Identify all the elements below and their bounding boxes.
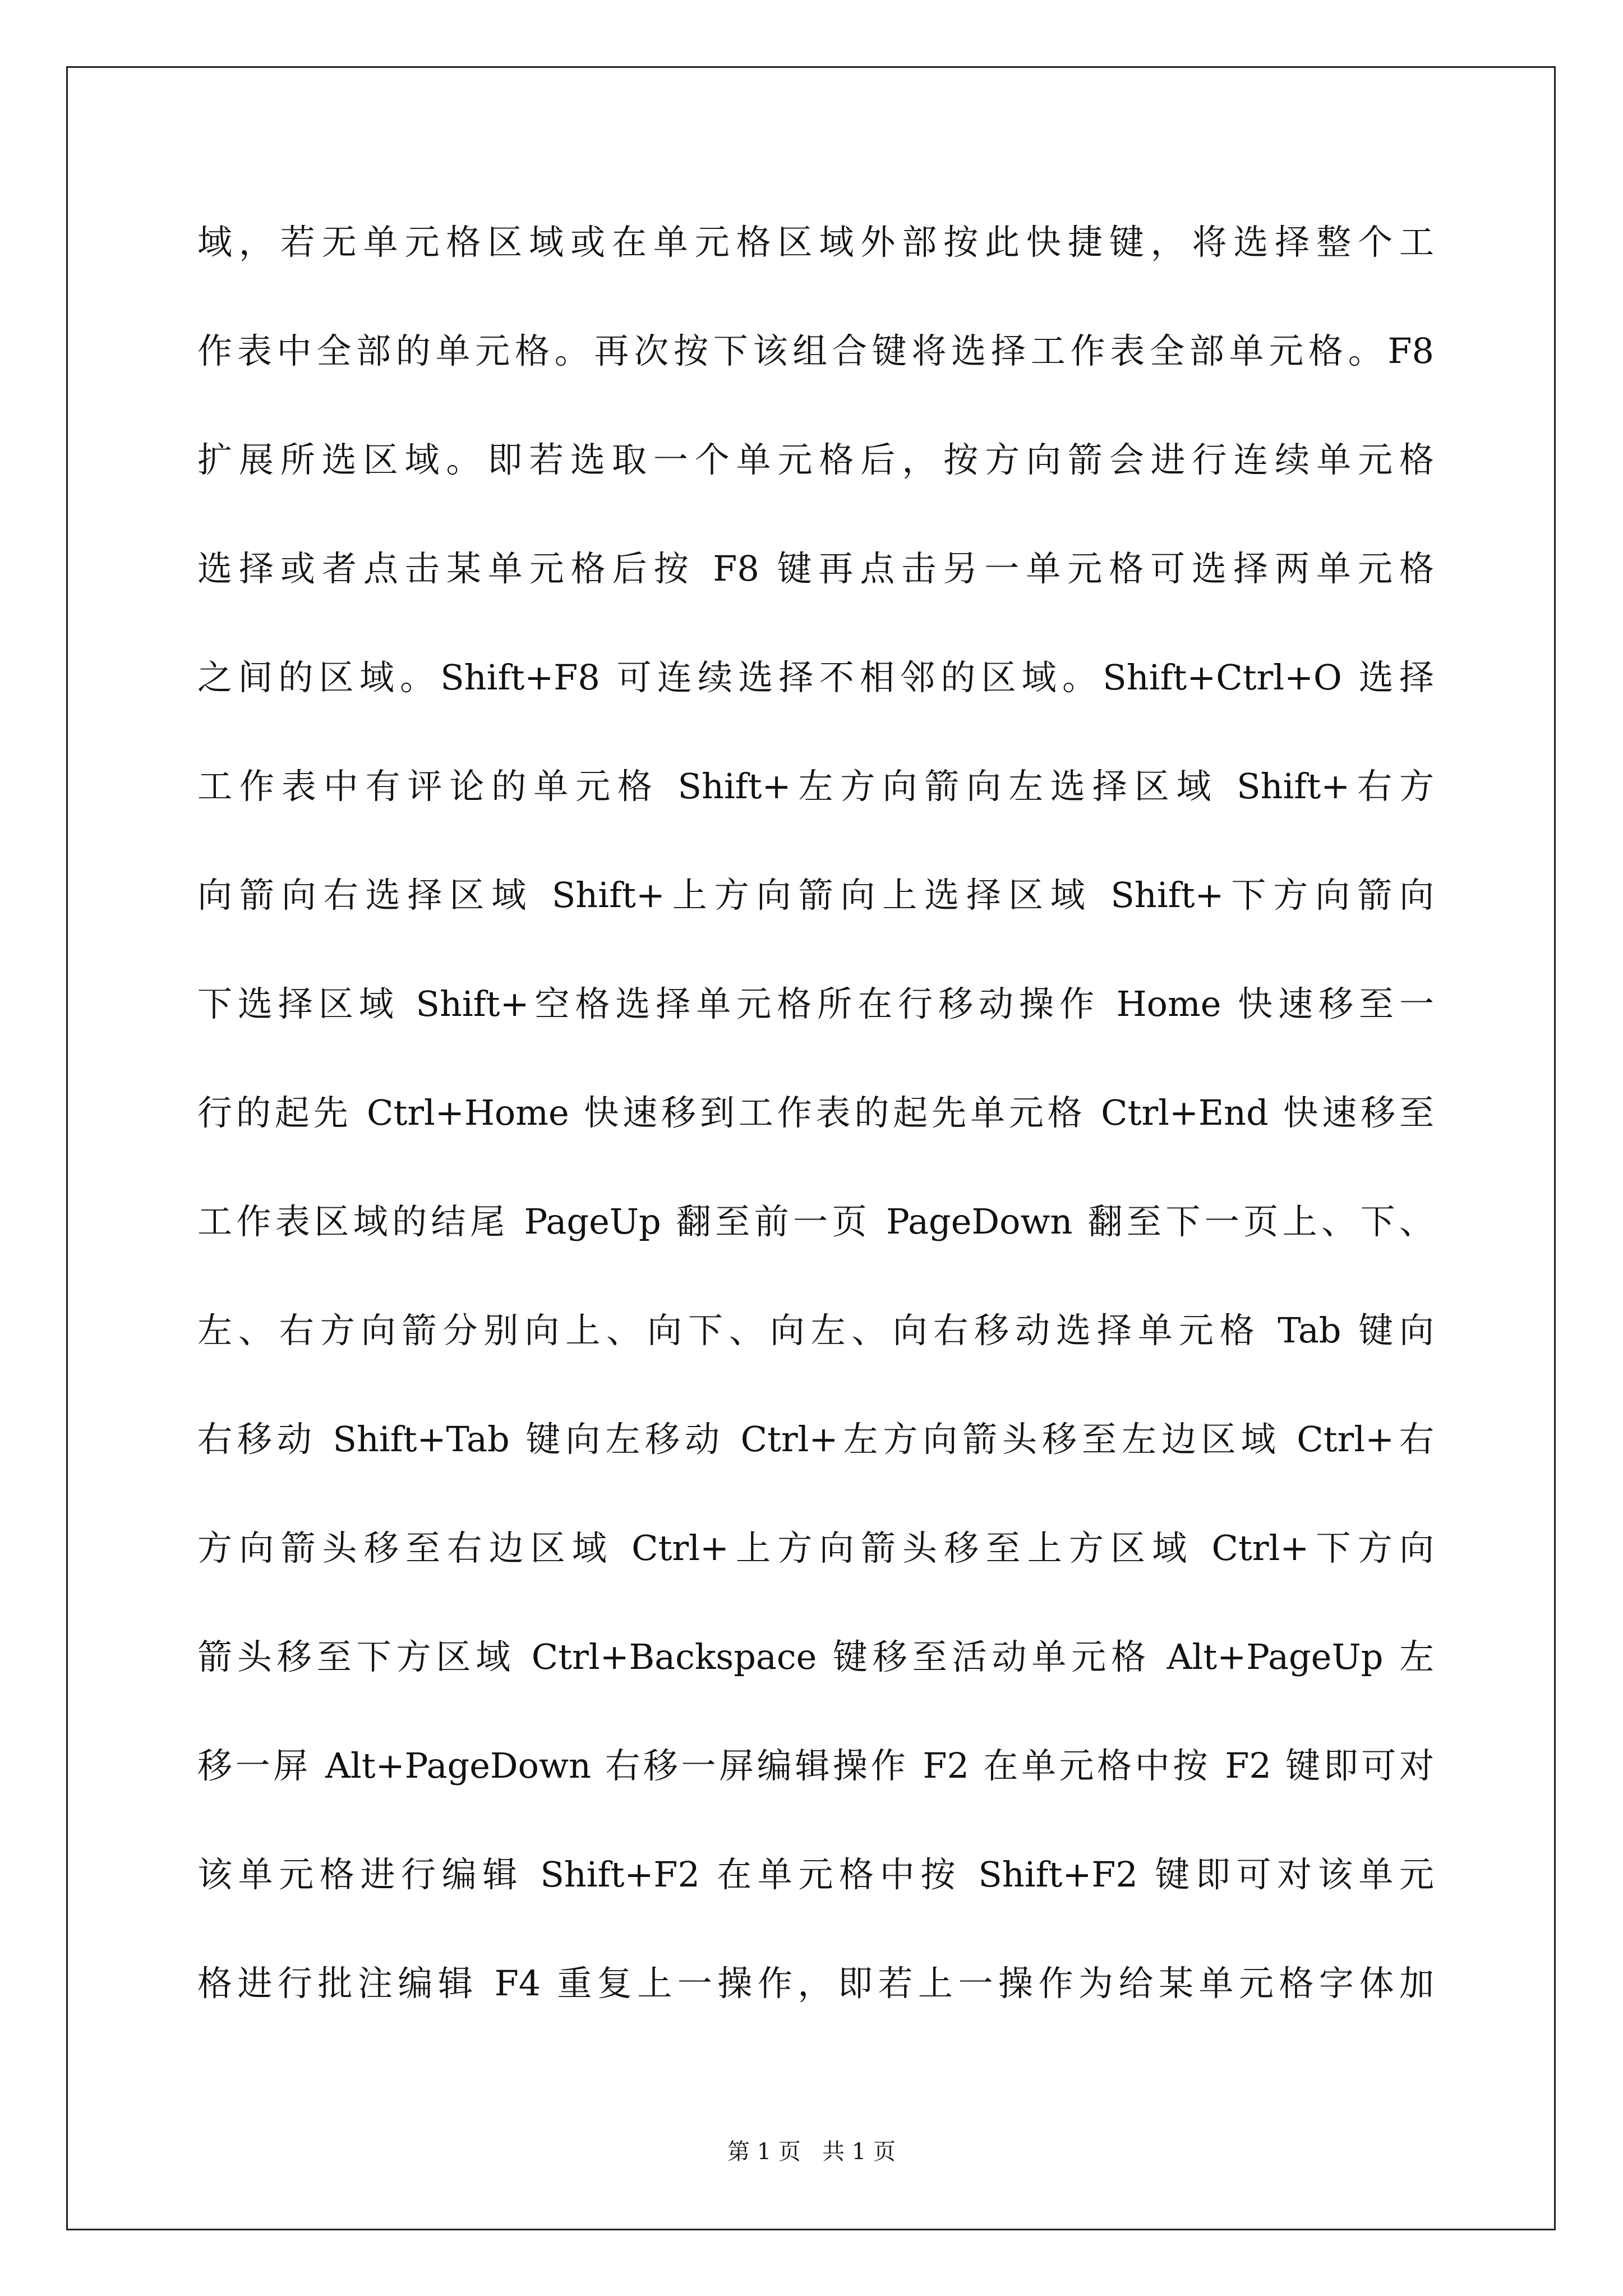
body-text: [197, 214, 1434, 2064]
text-line: 行的起先 Ctrl+Home 快速移到工作表的起先单元格 Ctrl+End 快速移至: [197, 1092, 1434, 1133]
text-line: 工作表区域的结尾 PageUp 翻至前一页 PageDown 翻至下一页上、下、: [197, 1201, 1434, 1242]
text-line: 域，若无单元格区域或在单元格区域外部按此快捷键，将选择整个工: [197, 222, 1434, 263]
text-line: 之间的区域。Shift+F8 可连续选择不相邻的区域。Shift+Ctrl+O 选择: [197, 657, 1434, 698]
text-line: 左、右方向箭分别向上、向下、向左、向右移动选择单元格 Tab 键向: [197, 1310, 1434, 1351]
text-line: 向箭向右选择区域 Shift+上方向箭向上选择区域 Shift+下方向箭向: [197, 875, 1434, 915]
page-footer: 第 1 页 共 1 页: [727, 2139, 896, 2165]
text-line: 扩展所选区域。即若选取一个单元格后，按方向箭会进行连续单元格: [197, 439, 1434, 480]
text-line: 下选择区域 Shift+空格选择单元格所在行移动操作 Home 快速移至一: [197, 983, 1434, 1024]
text-line: 选择或者点击某单元格后按 F8 键再点击另一单元格可选择两单元格: [197, 548, 1434, 589]
text-line: 方向箭头移至右边区域 Ctrl+上方向箭头移至上方区域 Ctrl+下方向: [197, 1527, 1434, 1568]
text-line: 工作表中有评论的单元格 Shift+左方向箭向左选择区域 Shift+右方: [197, 766, 1434, 807]
text-line: 该单元格进行编辑 Shift+F2 在单元格中按 Shift+F2 键即可对该单元: [197, 1854, 1434, 1895]
text-line: 箭头移至下方区域 Ctrl+Backspace 键移至活动单元格 Alt+PageUp 左: [197, 1636, 1434, 1677]
text-line: 作表中全部的单元格。再次按下该组合键将选择工作表全部单元格。F8: [197, 330, 1434, 371]
text-line: 右移动 Shift+Tab 键向左移动 Ctrl+左方向箭头移至左边区域 Ctrl+右: [197, 1419, 1434, 1460]
text-line: 格进行批注编辑 F4 重复上一操作，即若上一操作为给某单元格字体加: [197, 1963, 1434, 2004]
text-line: 移一屏 Alt+PageDown 右移一屏编辑操作 F2 在单元格中按 F2 键即可对: [197, 1745, 1434, 1786]
